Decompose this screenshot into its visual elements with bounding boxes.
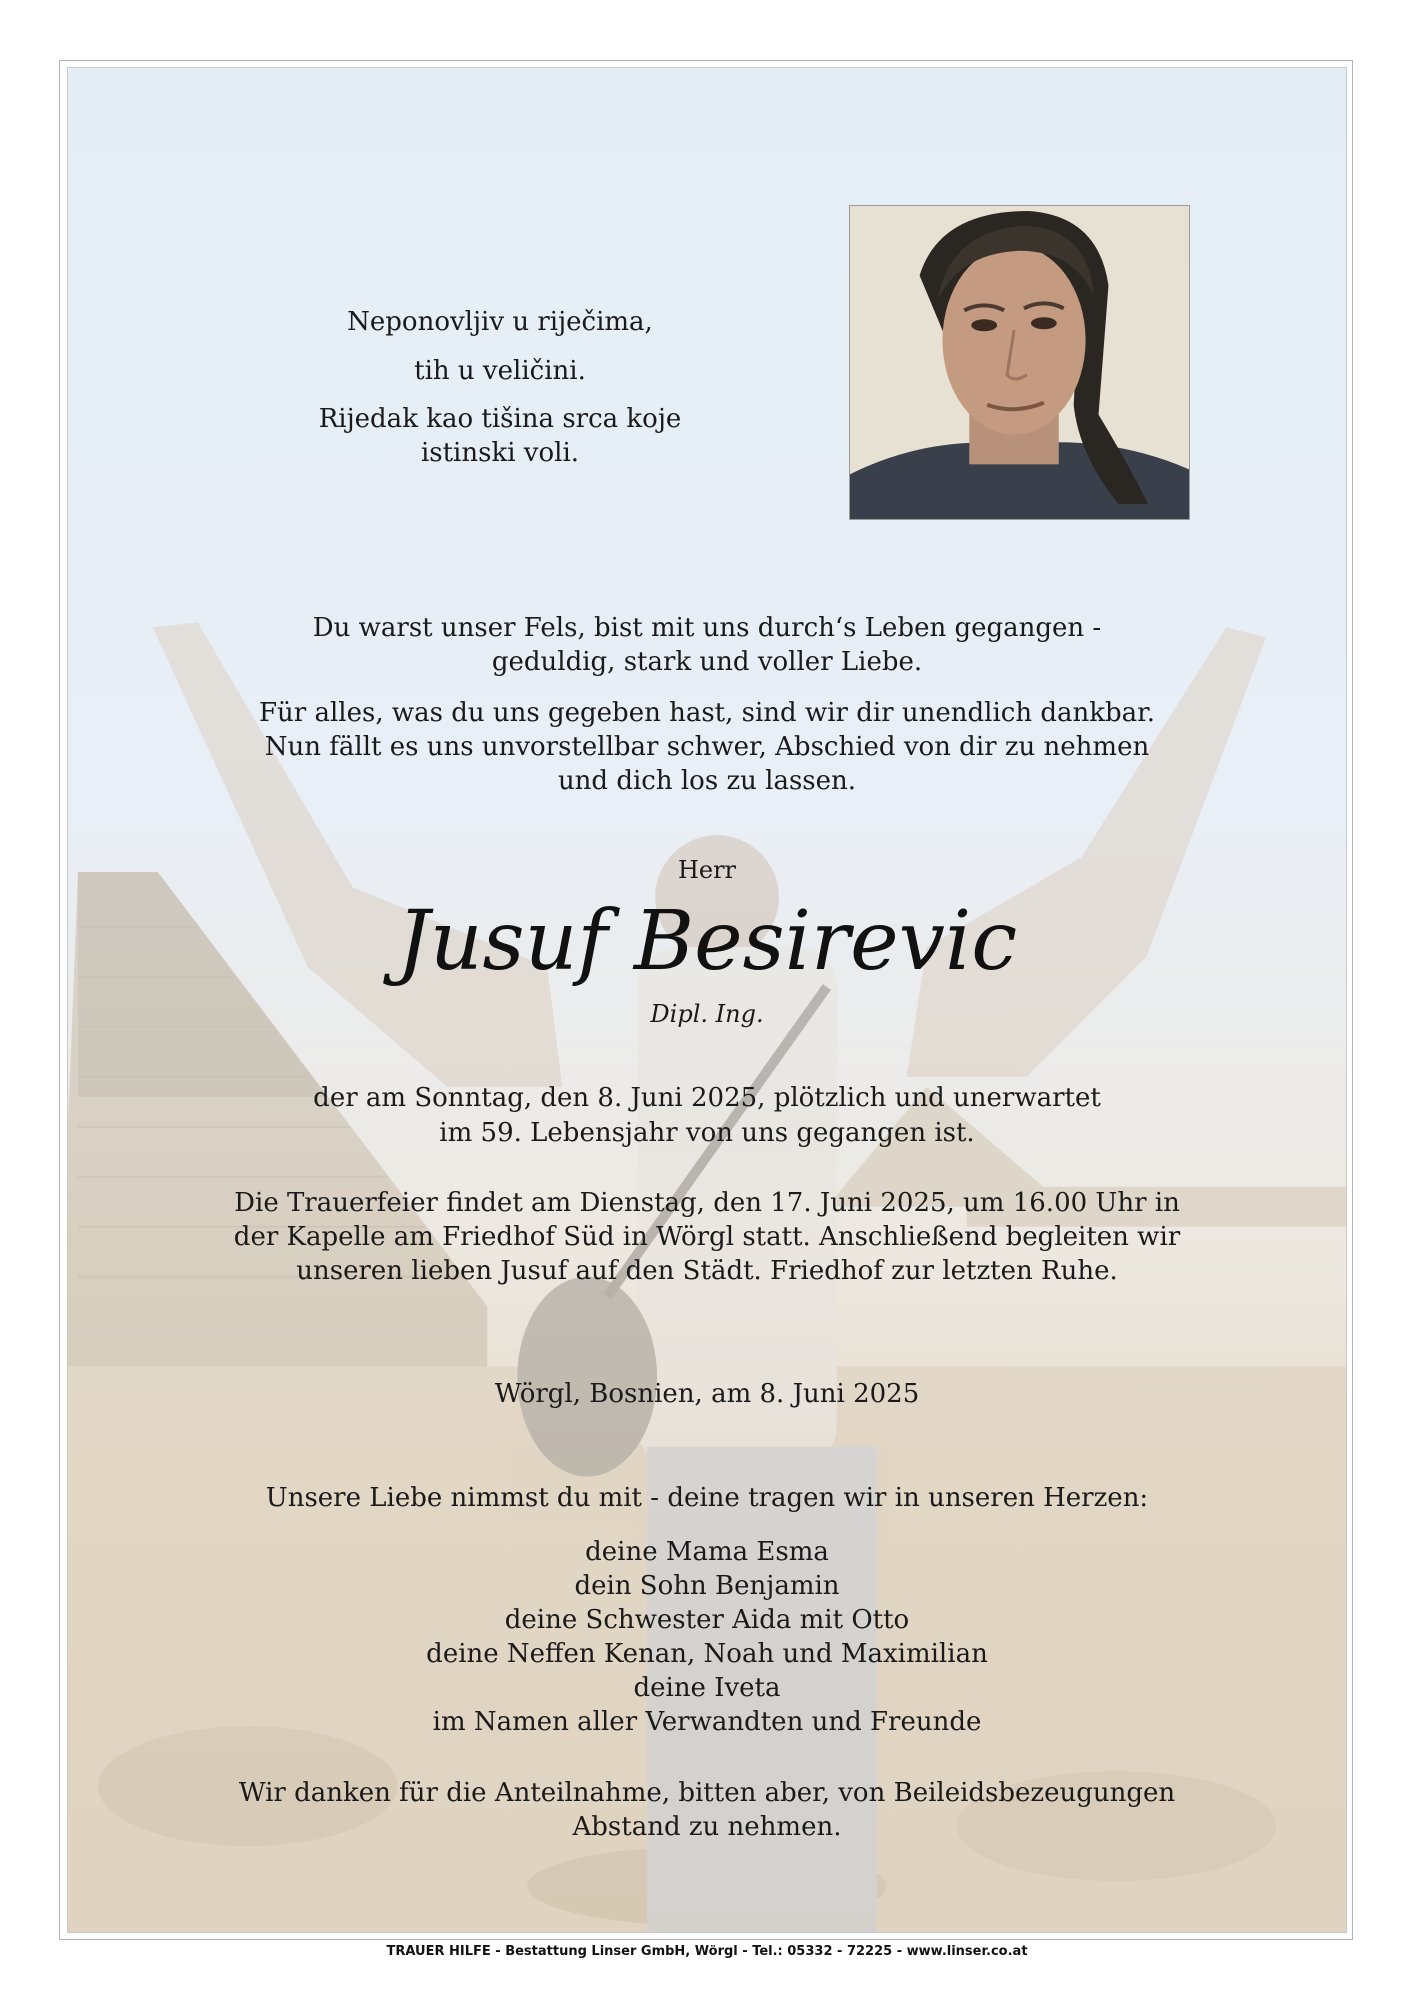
funeral-home-footer: TRAUER HILFE - Bestattung Linser GmbH, Wörgl - Tel.: 05332 - 72225 - www.linser.co.at	[386, 1944, 1028, 1959]
salutation: Herr	[677, 856, 737, 884]
mourner-3: deine Schwester Aida mit Otto	[504, 1605, 910, 1635]
poem-line-3: Rijedak kao tišina srca koje	[318, 404, 682, 434]
death-notice-line-2: im 59. Lebensjahr von uns gegangen ist.	[439, 1118, 975, 1148]
mourner-2: dein Sohn Benjamin	[574, 1571, 840, 1601]
tribute-line-5: und dich los zu lassen.	[557, 766, 857, 796]
deceased-title: Dipl. Ing.	[650, 1000, 764, 1028]
tribute-line-1: Du warst unser Fels, bist mit uns durch‘s Leben gegangen -	[312, 613, 1102, 643]
tribute-line-3: Für alles, was du uns gegeben hast, sind wir dir unendlich dankbar.	[259, 698, 1155, 728]
poem-line-4: istinski voli.	[420, 438, 580, 468]
ceremony-line-1: Die Trauerfeier findet am Dienstag, den 17. Juni 2025, um 16.00 Uhr in	[234, 1188, 1180, 1218]
mourner-6: im Namen aller Verwandten und Freunde	[432, 1707, 982, 1737]
place-date: Wörgl, Bosnien, am 8. Juni 2025	[494, 1379, 920, 1409]
mourner-5: deine Iveta	[633, 1673, 781, 1703]
mourner-1: deine Mama Esma	[585, 1537, 829, 1567]
poem-line-1: Neponovljiv u riječima,	[347, 307, 653, 337]
tribute-line-2: geduldig, stark und voller Liebe.	[491, 647, 923, 677]
death-notice-line-1: der am Sonntag, den 8. Juni 2025, plötzlich und unerwartet	[313, 1083, 1101, 1113]
tribute-line-4: Nun fällt es uns unvorstellbar schwer, Abschied von dir zu nehmen	[264, 732, 1150, 762]
ceremony-line-3: unseren lieben Jusuf auf den Städt. Friedhof zur letzten Ruhe.	[296, 1256, 1118, 1286]
ceremony-line-2: der Kapelle am Friedhof Süd in Wörgl statt. Anschließend begleiten wir	[233, 1222, 1181, 1252]
closing-line-2: Abstand zu nehmen.	[572, 1812, 842, 1842]
mourner-4: deine Neffen Kenan, Noah und Maximilian	[426, 1639, 988, 1669]
poem-line-2: tih u veličini.	[414, 356, 586, 386]
mourners-intro: Unsere Liebe nimmst du mit - deine tragen wir in unseren Herzen:	[265, 1483, 1149, 1513]
deceased-name: Jusuf Besirevic	[396, 894, 1018, 989]
closing-line-1: Wir danken für die Anteilnahme, bitten aber, von Beileidsbezeugungen	[238, 1778, 1176, 1808]
portrait-photo	[849, 205, 1190, 520]
